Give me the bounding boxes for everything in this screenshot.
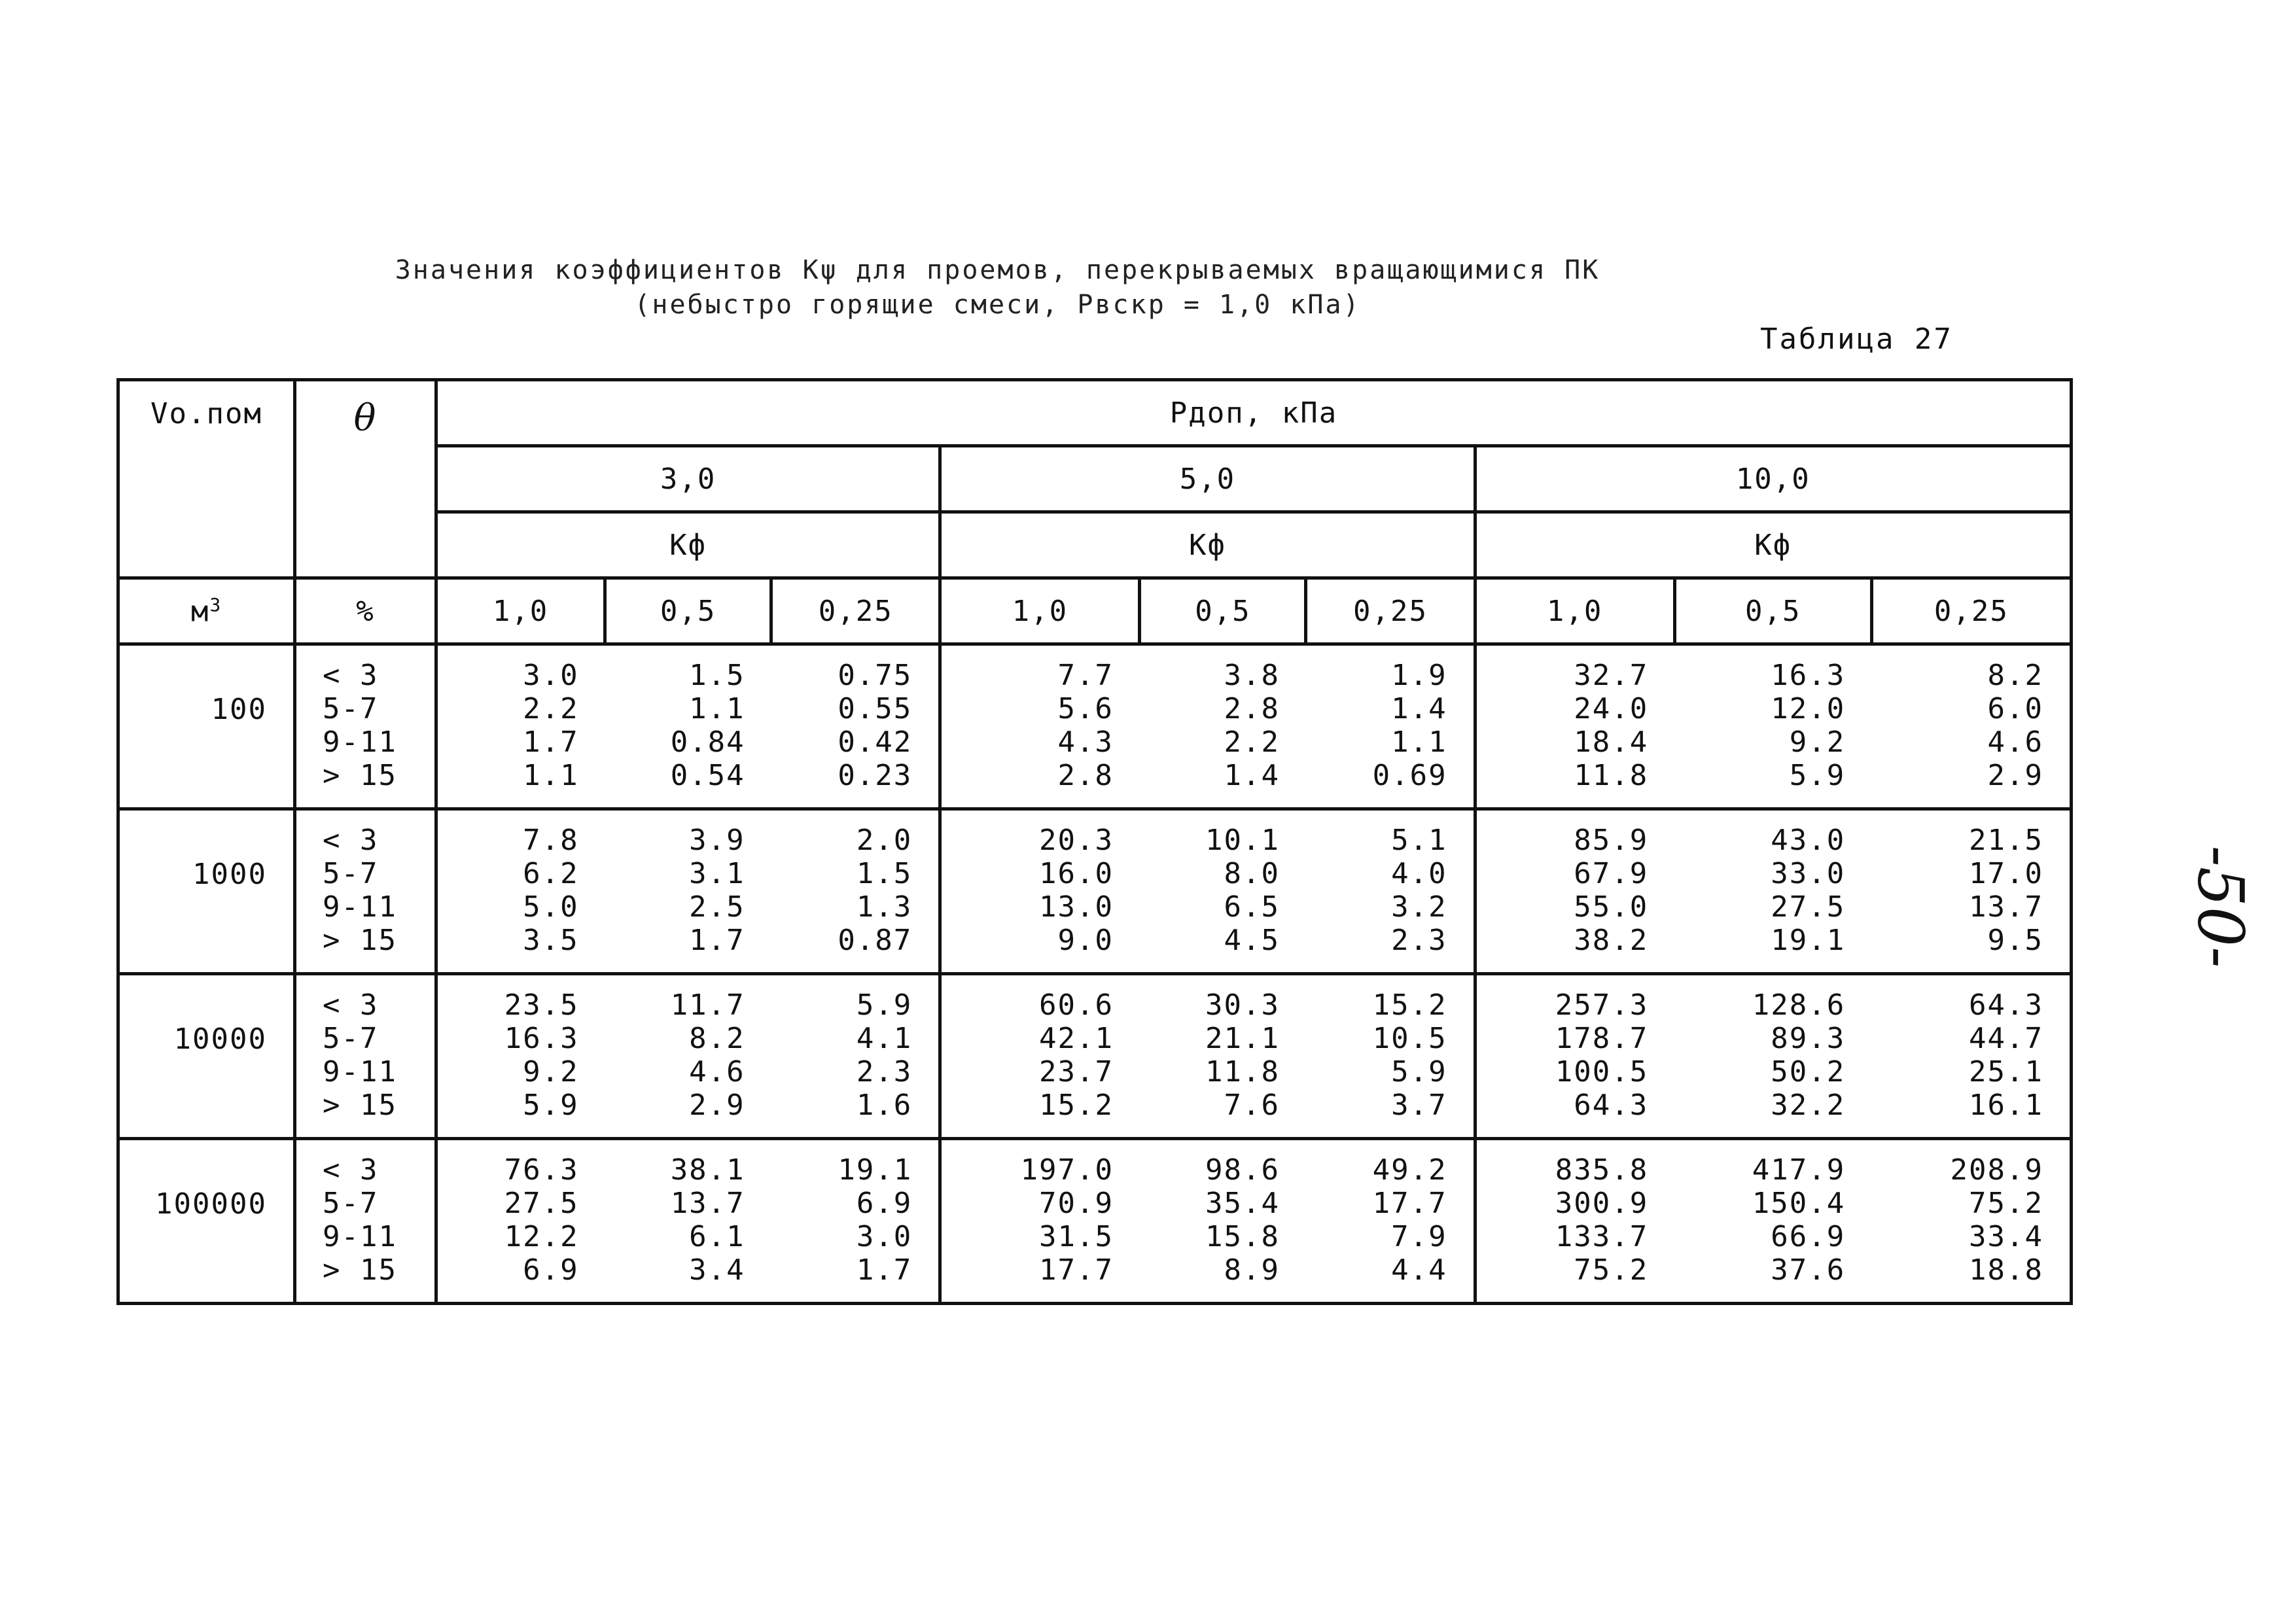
coefficient-value: 7.7: [1057, 659, 1114, 692]
coefficient-value: 11.8: [1205, 1055, 1280, 1089]
theta-range: < 3: [323, 824, 379, 857]
coefficient-value: 0.23: [838, 759, 913, 792]
coefficient-value: 35.4: [1205, 1187, 1280, 1220]
coefficient-value: 9.5: [1987, 924, 2043, 957]
value-cell: [1475, 809, 1674, 974]
coefficient-value: 33.0: [1771, 857, 1846, 890]
theta-header: θ: [295, 380, 436, 578]
coefficient-value: 27.5: [1771, 890, 1846, 924]
coefficient-value: 3.2: [1391, 890, 1447, 924]
coefficient-value: 1.1: [523, 759, 579, 792]
coefficient-value: 9.0: [1057, 924, 1114, 957]
coefficient-value: 0.55: [838, 692, 913, 725]
coefficient-value: 12.0: [1771, 692, 1846, 725]
coefficient-value: 9.2: [1789, 725, 1846, 759]
value-cell: [771, 974, 940, 1139]
coefficient-value: 16.3: [1771, 659, 1846, 692]
coefficient-value: 6.1: [689, 1220, 745, 1253]
coefficient-value: 1.1: [689, 692, 745, 725]
value-cell: [1306, 809, 1475, 974]
coefficient-value: 0.84: [670, 725, 745, 759]
coefficient-value: 1.4: [1391, 692, 1447, 725]
coefficient-value: 55.0: [1574, 890, 1649, 924]
coefficient-value: 1.1: [1391, 725, 1447, 759]
value-cell: [436, 644, 605, 809]
theta-range: 9-11: [323, 1055, 397, 1089]
theta-range: < 3: [323, 659, 379, 692]
coefficient-value: 19.1: [838, 1153, 913, 1187]
coefficient-value: 27.5: [504, 1187, 579, 1220]
theta-range: > 15: [323, 924, 397, 957]
coefficient-value: 31.5: [1038, 1220, 1114, 1253]
coefficient-value: 150.4: [1752, 1187, 1846, 1220]
coefficient-value: 4.0: [1391, 857, 1447, 890]
coefficient-value: 24.0: [1574, 692, 1649, 725]
coefficient-value: 3.9: [689, 824, 745, 857]
coefficient-value: 4.4: [1391, 1253, 1447, 1287]
coefficient-value: 11.8: [1574, 759, 1649, 792]
theta-range-cell: [295, 809, 436, 974]
coefficient-value: 208.9: [1950, 1153, 2043, 1187]
coefficient-value: 0.75: [838, 659, 913, 692]
coefficient-value: 3.8: [1224, 659, 1280, 692]
pressure-header-3: 10,0: [1475, 446, 2071, 512]
value-cell: [1306, 974, 1475, 1139]
theta-range: 5-7: [323, 1022, 379, 1055]
coefficient-value: 4.6: [689, 1055, 745, 1089]
coefficient-value: 6.9: [523, 1253, 579, 1287]
coefficient-value: 128.6: [1752, 988, 1846, 1022]
coefficient-value: 3.1: [689, 857, 745, 890]
value-cell: [1871, 974, 2071, 1139]
coefficient-value: 18.8: [1969, 1253, 2043, 1287]
coefficient-value: 85.9: [1574, 824, 1649, 857]
theta-range: 9-11: [323, 1220, 397, 1253]
coefficient-value: 4.1: [856, 1022, 913, 1055]
coefficient-value: 9.2: [523, 1055, 579, 1089]
coefficient-value: 7.8: [523, 824, 579, 857]
value-cell: [1306, 644, 1475, 809]
coefficient-value: 8.9: [1224, 1253, 1280, 1287]
coefficient-value: 6.5: [1224, 890, 1280, 924]
coefficient-value: 76.3: [504, 1153, 579, 1187]
coefficient-value: 32.2: [1771, 1089, 1846, 1122]
coefficient-value: 3.5: [523, 924, 579, 957]
coefficient-value: 60.6: [1038, 988, 1114, 1022]
coefficient-value: 3.4: [689, 1253, 745, 1287]
theta-range-cell: [295, 644, 436, 809]
value-cell: [1674, 1139, 1871, 1304]
coefficient-value: 42.1: [1038, 1022, 1114, 1055]
coefficient-value: 0.87: [838, 924, 913, 957]
coefficient-value: 13.0: [1038, 890, 1114, 924]
coefficient-value: 16.1: [1969, 1089, 2043, 1122]
coefficient-value: 37.6: [1771, 1253, 1846, 1287]
coefficient-value: 21.1: [1205, 1022, 1280, 1055]
coefficient-value: 17.7: [1372, 1187, 1447, 1220]
theta-range: 5-7: [323, 857, 379, 890]
coefficient-value: 133.7: [1555, 1220, 1649, 1253]
coefficient-value: 257.3: [1555, 988, 1649, 1022]
coefficient-value: 5.9: [1789, 759, 1846, 792]
coefficient-value: 1.7: [689, 924, 745, 957]
value-cell: [1674, 644, 1871, 809]
value-cell: [1475, 1139, 1674, 1304]
coefficient-value: 11.7: [670, 988, 745, 1022]
volume-cell: 10000: [118, 974, 295, 1139]
coefficient-value: 67.9: [1574, 857, 1649, 890]
coefficient-value: 7.9: [1391, 1220, 1447, 1253]
volume-cell: 100000: [118, 1139, 295, 1304]
coefficient-value: 197.0: [1020, 1153, 1114, 1187]
coefficient-value: 16.0: [1038, 857, 1114, 890]
coefficient-value: 8.0: [1224, 857, 1280, 890]
coefficient-value: 1.9: [1391, 659, 1447, 692]
coefficient-value: 1.7: [523, 725, 579, 759]
pressure-header-2: 5,0: [940, 446, 1475, 512]
coefficient-value: 15.8: [1205, 1220, 1280, 1253]
coefficient-value: 2.5: [689, 890, 745, 924]
value-cell: [771, 809, 940, 974]
coefficient-value: 32.7: [1574, 659, 1649, 692]
coefficient-value: 49.2: [1372, 1153, 1447, 1187]
table-number-label: Таблица 27: [1760, 323, 1953, 356]
table-row: [118, 1139, 2072, 1304]
table-row: [118, 809, 2072, 974]
value-cell: [1140, 644, 1306, 809]
coefficient-value: 6.2: [523, 857, 579, 890]
coefficient-value: 5.9: [523, 1089, 579, 1122]
coefficient-value: 25.1: [1969, 1055, 2043, 1089]
coefficient-value: 4.5: [1224, 924, 1280, 957]
value-cell: [1475, 974, 1674, 1139]
value-cell: [771, 644, 940, 809]
coefficient-value: 1.4: [1224, 759, 1280, 792]
coefficient-value: 17.7: [1038, 1253, 1114, 1287]
value-cell: [940, 1139, 1140, 1304]
coefficient-value: 16.3: [504, 1022, 579, 1055]
coefficient-value: 38.1: [670, 1153, 745, 1187]
coefficient-value: 8.2: [689, 1022, 745, 1055]
coefficient-value: 2.3: [1391, 924, 1447, 957]
theta-range: > 15: [323, 1253, 397, 1287]
coefficient-value: 2.9: [689, 1089, 745, 1122]
theta-unit: %: [295, 578, 436, 644]
coefficient-value: 5.0: [523, 890, 579, 924]
value-cell: [1871, 1139, 2071, 1304]
coefficient-value: 0.69: [1372, 759, 1447, 792]
k-value-header: 1,0: [436, 578, 605, 644]
coefficient-value: 2.2: [1224, 725, 1280, 759]
coefficients-table: [116, 378, 2073, 1305]
k-value-header: 0,5: [605, 578, 771, 644]
value-cell: [940, 974, 1140, 1139]
coefficient-value: 3.0: [523, 659, 579, 692]
coefficient-value: 20.3: [1038, 824, 1114, 857]
theta-range: > 15: [323, 759, 397, 792]
table-title-line2: (небыстро горящие смеси, Рвскр = 1,0 кПа): [634, 290, 1361, 320]
theta-range-cell: [295, 1139, 436, 1304]
coefficient-value: 5.6: [1057, 692, 1114, 725]
k-value-header: 0,25: [771, 578, 940, 644]
coefficient-value: 1.6: [856, 1089, 913, 1122]
coefficient-value: 2.3: [856, 1055, 913, 1089]
coefficient-value: 5.9: [1391, 1055, 1447, 1089]
coefficient-value: 64.3: [1969, 988, 2043, 1022]
theta-range: 5-7: [323, 1187, 379, 1220]
coefficient-value: 89.3: [1771, 1022, 1846, 1055]
coefficient-value: 50.2: [1771, 1055, 1846, 1089]
coefficient-value: 178.7: [1555, 1022, 1649, 1055]
k-value-header: 1,0: [940, 578, 1140, 644]
coefficient-value: 23.7: [1038, 1055, 1114, 1089]
theta-range: 9-11: [323, 725, 397, 759]
value-cell: [605, 974, 771, 1139]
coefficient-value: 2.0: [856, 824, 913, 857]
coefficient-value: 300.9: [1555, 1187, 1649, 1220]
theta-range: > 15: [323, 1089, 397, 1122]
coefficient-value: 3.0: [856, 1220, 913, 1253]
value-cell: [1674, 809, 1871, 974]
k-header-1: Кф: [436, 512, 940, 578]
coefficient-value: 64.3: [1574, 1089, 1649, 1122]
coefficient-value: 2.8: [1224, 692, 1280, 725]
pressure-header-1: 3,0: [436, 446, 940, 512]
theta-range: < 3: [323, 988, 379, 1022]
coefficient-value: 33.4: [1969, 1220, 2043, 1253]
coefficient-value: 5.1: [1391, 824, 1447, 857]
coefficient-value: 417.9: [1752, 1153, 1846, 1187]
value-cell: [1475, 644, 1674, 809]
value-cell: [436, 974, 605, 1139]
volume-unit: $м^3$: [118, 578, 295, 644]
coefficient-value: 1.7: [856, 1253, 913, 1287]
coefficient-value: 7.6: [1224, 1089, 1280, 1122]
coefficient-value: 17.0: [1969, 857, 2043, 890]
coefficient-value: 2.2: [523, 692, 579, 725]
value-cell: [1871, 644, 2071, 809]
table-title-line1: Значения коэффициентов Kψ для проемов, перекрываемых вращающимися ПК: [395, 255, 1600, 285]
coefficient-value: 2.9: [1987, 759, 2043, 792]
theta-range: 9-11: [323, 890, 397, 924]
k-header-2: Кф: [940, 512, 1475, 578]
coefficient-value: 70.9: [1038, 1187, 1114, 1220]
coefficient-value: 5.9: [856, 988, 913, 1022]
coefficient-value: 12.2: [504, 1220, 579, 1253]
volume-cell: 1000: [118, 809, 295, 974]
value-cell: [605, 809, 771, 974]
coefficient-value: 75.2: [1969, 1187, 2043, 1220]
coefficient-value: 23.5: [504, 988, 579, 1022]
coefficient-value: 13.7: [1969, 890, 2043, 924]
value-cell: [940, 809, 1140, 974]
value-cell: [605, 644, 771, 809]
coefficient-value: 10.5: [1372, 1022, 1447, 1055]
value-cell: [1140, 809, 1306, 974]
coefficient-value: 100.5: [1555, 1055, 1649, 1089]
theta-range: < 3: [323, 1153, 379, 1187]
coefficient-value: 10.1: [1205, 824, 1280, 857]
value-cell: [1871, 809, 2071, 974]
coefficient-value: 6.0: [1987, 692, 2043, 725]
value-cell: [940, 644, 1140, 809]
page-number: -50-: [2183, 845, 2257, 968]
value-cell: [771, 1139, 940, 1304]
value-cell: [436, 809, 605, 974]
coefficient-value: 13.7: [670, 1187, 745, 1220]
value-cell: [436, 1139, 605, 1304]
coefficient-value: 98.6: [1205, 1153, 1280, 1187]
coefficient-value: 3.7: [1391, 1089, 1447, 1122]
coefficient-value: 4.3: [1057, 725, 1114, 759]
coefficient-value: 1.3: [856, 890, 913, 924]
coefficient-value: 835.8: [1555, 1153, 1649, 1187]
volume-cell: 100: [118, 644, 295, 809]
coefficient-value: 18.4: [1574, 725, 1649, 759]
value-cell: [1674, 974, 1871, 1139]
coefficient-value: 21.5: [1969, 824, 2043, 857]
coefficient-value: 19.1: [1771, 924, 1846, 957]
value-cell: [1140, 1139, 1306, 1304]
coefficient-value: 1.5: [856, 857, 913, 890]
coefficient-value: 0.42: [838, 725, 913, 759]
pdop-header: Рдоп, кПа: [436, 380, 2072, 446]
coefficient-value: 43.0: [1771, 824, 1846, 857]
coefficient-value: 6.9: [856, 1187, 913, 1220]
k-value-header: 0,5: [1140, 578, 1306, 644]
table-row: [118, 974, 2072, 1139]
theta-range: 5-7: [323, 692, 379, 725]
value-cell: [1140, 974, 1306, 1139]
k-value-header: 0,5: [1674, 578, 1871, 644]
coefficient-value: 4.6: [1987, 725, 2043, 759]
coefficient-value: 30.3: [1205, 988, 1280, 1022]
coefficient-value: 66.9: [1771, 1220, 1846, 1253]
coefficient-value: 15.2: [1372, 988, 1447, 1022]
k-value-header: 0,25: [1306, 578, 1475, 644]
value-cell: [605, 1139, 771, 1304]
value-cell: [1306, 1139, 1475, 1304]
coefficient-value: 75.2: [1574, 1253, 1649, 1287]
k-value-header: 1,0: [1475, 578, 1674, 644]
theta-range-cell: [295, 974, 436, 1139]
k-header-3: Кф: [1475, 512, 2071, 578]
volume-header: Vo.пом: [118, 380, 295, 578]
coefficient-value: 38.2: [1574, 924, 1649, 957]
coefficient-value: 1.5: [689, 659, 745, 692]
coefficient-value: 8.2: [1987, 659, 2043, 692]
coefficient-value: 15.2: [1038, 1089, 1114, 1122]
table-row: [118, 644, 2072, 809]
k-value-header: 0,25: [1871, 578, 2071, 644]
coefficient-value: 44.7: [1969, 1022, 2043, 1055]
coefficient-value: 2.8: [1057, 759, 1114, 792]
coefficient-value: 0.54: [670, 759, 745, 792]
